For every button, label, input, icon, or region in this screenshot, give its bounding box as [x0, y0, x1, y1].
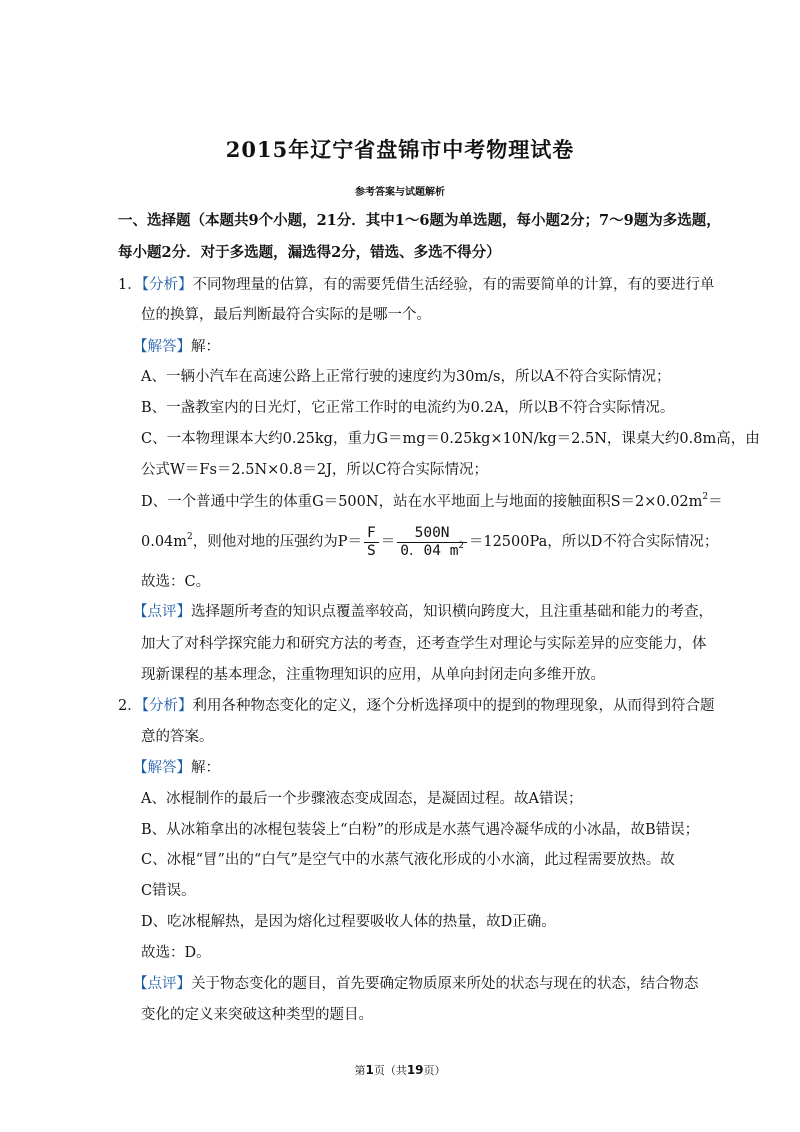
comment-tag: 【点评】	[133, 976, 191, 992]
q2-comment	[133, 974, 699, 994]
q2-answer	[133, 758, 220, 778]
q1-option-c-line1: C、一本物理课本大约0.25kg，重力G＝mg＝0.25kg×10N/kg＝2.5N，课桌大约0.8m高，由	[141, 431, 760, 447]
q2-comment-line2: 变化的定义来突破这种类型的题目。	[141, 1007, 373, 1023]
q1-d-text: D、一个普通中学生的体重G＝500N，站在水平地面上与地面的接触面积S＝2×0.02m	[141, 494, 703, 510]
q1-option-b: B、一盏教室内的日光灯，它正常工作时的电流约为0.2A，所以B不符合实际情况。	[141, 400, 675, 416]
q1-choice: 故选：C。	[141, 574, 211, 590]
q2-analysis-text: 利用各种物态变化的定义，逐个分析选择项中的提到的物理现象，从而得到符合题	[192, 698, 715, 714]
comment-tag: 【点评】	[133, 604, 191, 620]
page-footer	[0, 1062, 800, 1078]
analysis-tag: 【分析】	[141, 698, 193, 714]
page-total: 19	[406, 1063, 424, 1077]
q2-option-b: B、从冰箱拿出的冰棍包装袋上“白粉”的形成是水蒸气遇冷凝华成的小冰晶，故B错误；	[141, 822, 700, 838]
q1-d2-area: 0.04m	[141, 534, 188, 550]
fraction-denominator: S	[367, 542, 376, 559]
q1-answer-prefix: 解：	[191, 339, 220, 355]
answer-tag: 【解答】	[133, 339, 191, 355]
q1-analysis	[118, 275, 714, 295]
fraction-numerator: F	[364, 525, 379, 543]
section-header-line2: 每小题2分．对于多选题，漏选得2分，错选、多选不得分）	[118, 244, 501, 261]
footer-prefix: 第	[354, 1064, 366, 1077]
q1-comment-text: 选择题所考查的知识点覆盖率较高，知识横向跨度大，且注重基础和能力的考查，	[191, 604, 713, 620]
fraction-500n	[397, 525, 467, 560]
q1-option-d-line1	[141, 492, 723, 512]
q1-analysis-line2: 位的换算，最后判断最符合实际的是哪一个。	[141, 307, 431, 323]
section-header-line1: 一、选择题（本题共9个小题，21分．其中1～6题为单选题，每小题2分；7～9题为多选题，	[118, 212, 721, 229]
q1-d2-result: ＝12500Pa，所以D不符合实际情况；	[468, 534, 719, 550]
analysis-tag: 【分析】	[141, 277, 193, 293]
q1-d2-sup: 2	[187, 532, 193, 542]
page-title: 2015年辽宁省盘锦市中考物理试卷	[225, 137, 575, 162]
q2-answer-prefix: 解：	[191, 760, 220, 776]
q1-answer	[133, 337, 220, 357]
q1-d-sup: 2	[702, 492, 709, 502]
q1-d-eq: ＝	[708, 494, 723, 510]
q2-analysis	[118, 696, 714, 716]
q2-comment-text: 关于物态变化的题目，首先要确定物质原来所处的状态与现在的状态，结合物态	[191, 976, 699, 992]
page-subtitle: 参考答案与试题解析	[355, 187, 445, 198]
q1-option-c-line2: 公式W＝Fs＝2.5N×0.8＝2J，所以C符合实际情况；	[141, 462, 488, 478]
footer-suffix: 页）	[423, 1064, 446, 1077]
equals-sign: ＝	[380, 534, 396, 550]
q1-option-d-line2	[141, 524, 718, 560]
fraction-den-sup: 2	[458, 540, 464, 551]
q1-comment-line2: 加大了对科学探究能力和研究方法的考查，还考查学生对理论与实际差异的应变能力，体	[141, 636, 707, 652]
q2-analysis-line2: 意的答案。	[141, 729, 214, 745]
q1-option-a: A、一辆小汽车在高速公路上正常行驶的速度约为30m/s，所以A不符合实际情况；	[141, 369, 671, 385]
q2-option-d: D、吃冰棍解热，是因为熔化过程要吸收人体的热量，故D正确。	[141, 914, 556, 930]
q1-d2-text: ，则他对地的压强约为P＝	[192, 534, 363, 550]
q1-comment-line3: 现新课程的基本理念，注重物理知识的应用，从单向封闭走向多维开放。	[141, 667, 605, 683]
q2-option-a: A、冰棍制作的最后一个步骤液态变成固态，是凝固过程。故A错误；	[141, 791, 583, 807]
page-number: 1	[365, 1063, 374, 1077]
q2-number: 2．	[118, 698, 142, 714]
fraction-numerator: 500N	[397, 525, 467, 543]
q1-analysis-text: 不同物理量的估算，有的需要凭借生活经验，有的需要简单的计算，有的要进行单	[192, 277, 715, 293]
q2-option-c-line2: C错误。	[141, 883, 196, 899]
fraction-f-over-s	[364, 525, 379, 560]
answer-tag: 【解答】	[133, 760, 191, 776]
fraction-denominator	[397, 540, 467, 560]
q1-number: 1．	[118, 277, 142, 293]
footer-middle: 页（共	[373, 1064, 407, 1077]
q2-option-c-line1: C、冰棍“冒”出的“白气”是空气中的水蒸气液化形成的小水滴，此过程需要放热。故	[141, 852, 675, 868]
q1-comment	[133, 602, 713, 622]
q2-choice: 故选：D。	[141, 945, 211, 961]
fraction-den-text: 0．04 m	[400, 542, 459, 559]
